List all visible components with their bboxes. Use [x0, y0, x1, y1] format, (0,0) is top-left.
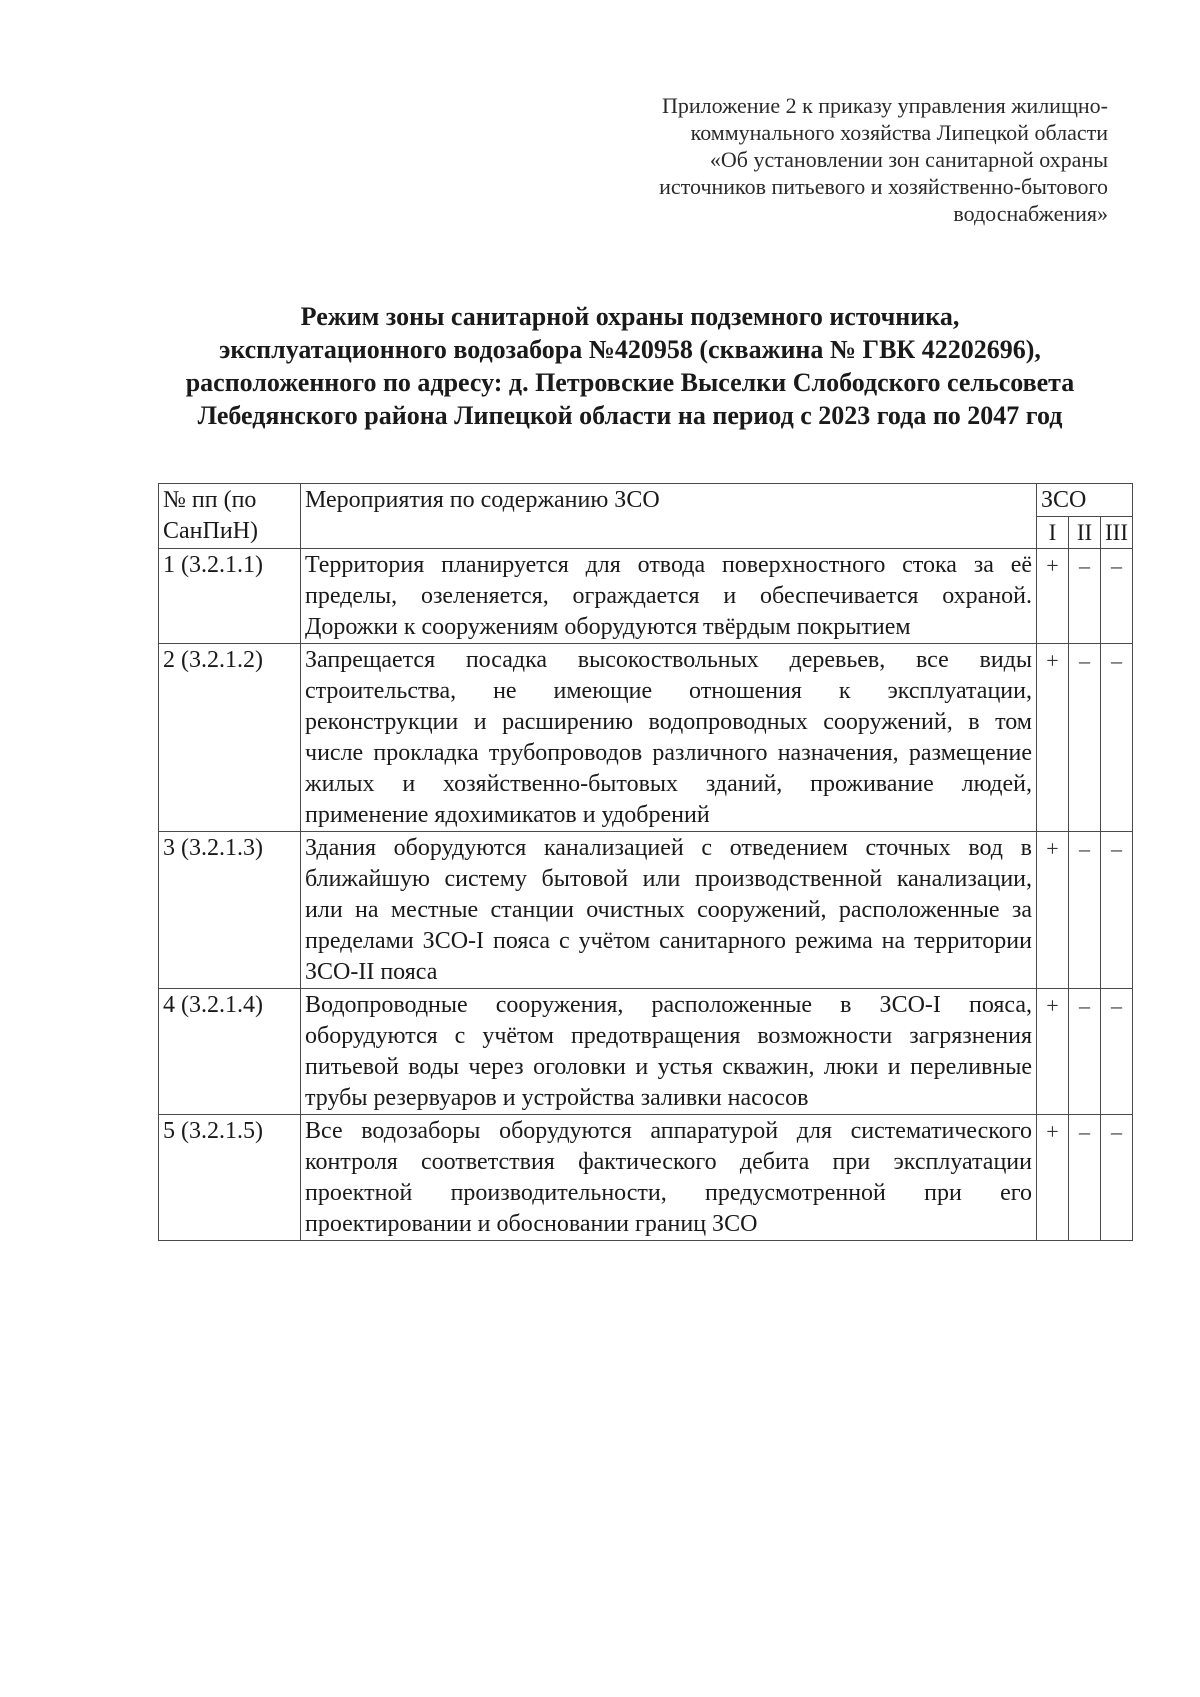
row-measure: Запрещается посадка высокоствольных деревьев, все виды строительства, не имеющие отношения к эксплуатации, реконструкции и расширению водопроводных сооружений, в том числе прокладка трубопроводов различного назначения, размещение жилых и хозяйственно-бытовых зданий, проживание людей, применение ядохимикатов и удобрений — [301, 644, 1037, 832]
header-number-cell — [159, 484, 301, 549]
row-number: 5 (3.2.1.5) — [159, 1115, 301, 1241]
row-zone-1-mark: + — [1037, 989, 1069, 1115]
row-number: 1 (3.2.1.1) — [159, 549, 301, 644]
appendix-line: коммунального хозяйства Липецкой области — [690, 120, 1108, 145]
header-number-line: СанПиН) — [163, 518, 259, 544]
title-line: расположенного по адресу: д. Петровские Выселки Слободского сельсовета — [185, 368, 1075, 397]
row-measure: Водопроводные сооружения, расположенные в ЗСО-I пояса, оборудуются с учётом предотвращения возможности загрязнения питьевой воды через оголовки и устья скважин, люки и переливные трубы резервуаров и устройства заливки насосов — [301, 989, 1037, 1115]
regime-table — [158, 483, 1133, 1241]
row-zone-1-mark: + — [1037, 1115, 1069, 1241]
table-header-row — [159, 484, 1133, 517]
appendix-line: «Об установлении зон санитарной охраны — [709, 147, 1108, 172]
title-line: эксплуатационного водозабора №420958 (скважина № ГВК 42202696), — [219, 335, 1041, 364]
row-zone-1-mark: + — [1037, 832, 1069, 989]
row-zone-1-mark: + — [1037, 549, 1069, 644]
header-zone-2: II — [1069, 517, 1101, 549]
appendix-line: источников питьевого и хозяйственно-бытового — [659, 174, 1108, 199]
header-measures-cell: Мероприятия по содержанию ЗСО — [301, 484, 1037, 549]
row-number: 3 (3.2.1.3) — [159, 832, 301, 989]
row-zone-3-mark: – — [1101, 644, 1133, 832]
row-number: 2 (3.2.1.2) — [159, 644, 301, 832]
title-line: Лебедянского района Липецкой области на период с 2023 года по 2047 год — [197, 401, 1063, 430]
row-measure: Все водозаборы оборудуются аппаратурой для систематического контроля соответствия фактического дебита при эксплуатации проектной производительности, предусмотренной при его проектировании и обосновании границ ЗСО — [301, 1115, 1037, 1241]
header-number-line: № пп (по — [163, 487, 257, 513]
header-zone-1: I — [1037, 517, 1069, 549]
row-zone-1-mark: + — [1037, 644, 1069, 832]
row-zone-3-mark: – — [1101, 832, 1133, 989]
appendix-note — [588, 92, 1108, 227]
row-measure: Территория планируется для отвода поверхностного стока за её пределы, озеленяется, ограждается и обеспечивается охраной. Дорожки к сооружениям оборудуются твёрдым покрытием — [301, 549, 1037, 644]
appendix-line: водоснабжения» — [953, 201, 1108, 226]
row-zone-2-mark: – — [1069, 1115, 1101, 1241]
row-zone-3-mark: – — [1101, 549, 1133, 644]
row-zone-2-mark: – — [1069, 549, 1101, 644]
row-number: 4 (3.2.1.4) — [159, 989, 301, 1115]
row-measure: Здания оборудуются канализацией с отведением сточных вод в ближайшую систему бытовой или производственной канализации, или на местные станции очистных сооружений, расположенные за пределами ЗСО-I пояса с учётом санитарного режима на территории ЗСО-II пояса — [301, 832, 1037, 989]
document-title — [130, 300, 1130, 432]
table-row — [159, 1115, 1133, 1241]
appendix-line: Приложение 2 к приказу управления жилищно- — [662, 93, 1108, 118]
table-row — [159, 832, 1133, 989]
row-zone-2-mark: – — [1069, 989, 1101, 1115]
header-zone-3: III — [1101, 517, 1133, 549]
row-zone-2-mark: – — [1069, 644, 1101, 832]
header-zone-cell: ЗСО — [1037, 484, 1133, 517]
title-line: Режим зоны санитарной охраны подземного источника, — [300, 302, 960, 331]
row-zone-3-mark: – — [1101, 1115, 1133, 1241]
table-row — [159, 644, 1133, 832]
table-row — [159, 549, 1133, 644]
table-row — [159, 989, 1133, 1115]
row-zone-2-mark: – — [1069, 832, 1101, 989]
row-zone-3-mark: – — [1101, 989, 1133, 1115]
